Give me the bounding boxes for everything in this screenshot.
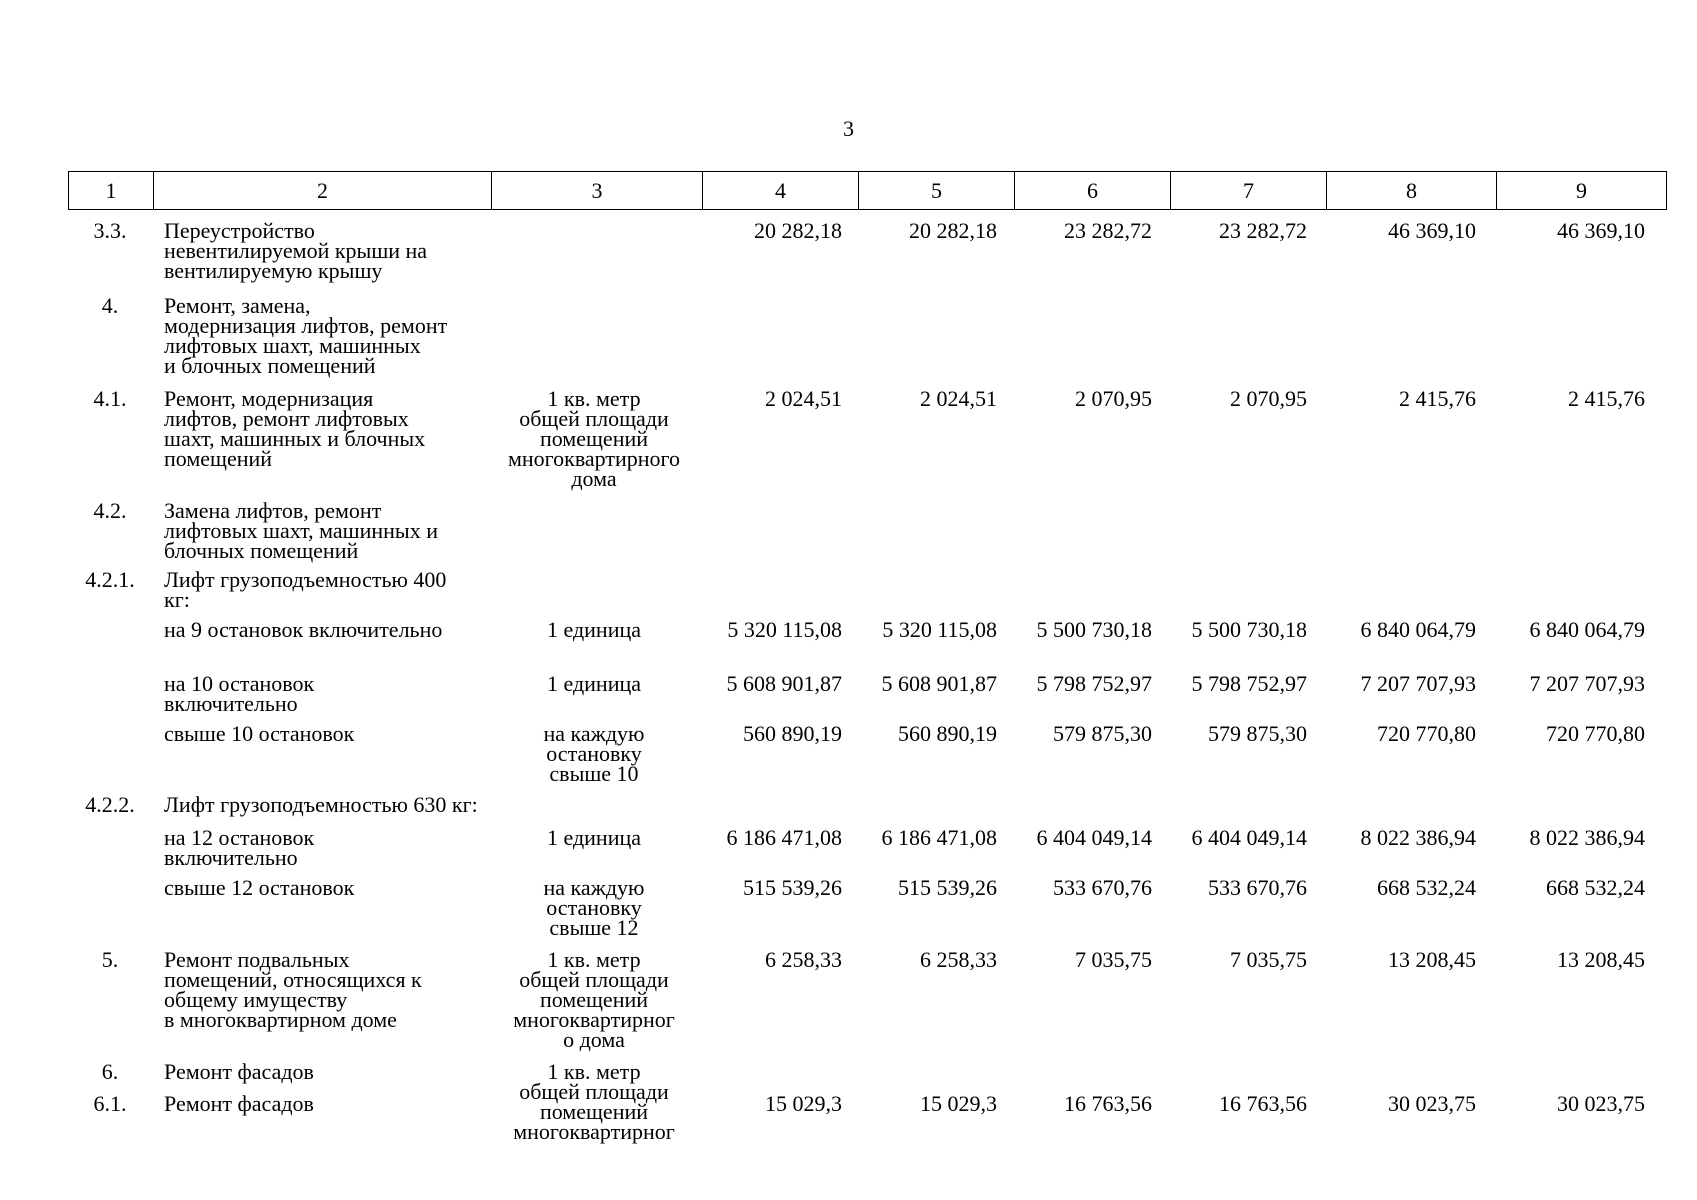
value-col-4: 515 539,26 (743, 875, 842, 900)
work-description: Ремонт подвальных помещений, относящихся к общему имуществу в многоквартирном доме (164, 947, 422, 1032)
row-number: 5. (101, 947, 119, 972)
table-row (68, 1091, 1654, 1116)
row-number: 6.1. (93, 1091, 127, 1116)
value-col-9: 13 208,45 (1557, 947, 1645, 972)
table-row (68, 947, 1654, 1052)
table-row (68, 825, 1654, 870)
value-col-7: 2 070,95 (1230, 386, 1307, 411)
value-col-7: 5 500 730,18 (1191, 617, 1307, 642)
header-col-6: 6 (1015, 172, 1171, 210)
value-col-9: 8 022 386,94 (1529, 825, 1645, 850)
work-description: Ремонт, модернизация лифтов, ремонт лифтовых шахт, машинных и блочных помещений (164, 386, 426, 471)
work-description: на 12 остановок включительно (164, 825, 315, 870)
value-col-8: 668 532,24 (1377, 875, 1476, 900)
unit-of-measure: 1 единица (546, 825, 642, 850)
value-col-5: 6 186 471,08 (881, 825, 997, 850)
value-col-6: 5 798 752,97 (1036, 671, 1152, 696)
value-col-7: 533 670,76 (1208, 875, 1307, 900)
work-description: Ремонт, замена, модернизация лифтов, ремонт лифтовых шахт, машинных и блочных помещений (164, 293, 448, 378)
work-description: на 10 остановок включительно (164, 671, 315, 716)
unit-of-measure: 1 кв. метр общей площади помещений многоквартирного дома (507, 386, 681, 491)
row-number: 4. (101, 293, 119, 318)
header-col-4: 4 (703, 172, 859, 210)
table-row (68, 293, 1654, 378)
value-col-9: 720 770,80 (1546, 721, 1645, 746)
table-row (68, 875, 1654, 940)
unit-of-measure: 1 единица (546, 671, 642, 696)
value-col-9: 46 369,10 (1557, 218, 1645, 243)
table-row (68, 386, 1654, 491)
row-number: 4.2.1. (85, 567, 135, 592)
value-col-6: 5 500 730,18 (1036, 617, 1152, 642)
value-col-5: 5 608 901,87 (881, 671, 997, 696)
value-col-6: 23 282,72 (1064, 218, 1152, 243)
work-description: на 9 остановок включительно (164, 617, 443, 642)
header-col-2: 2 (154, 172, 492, 210)
header-col-3: 3 (492, 172, 703, 210)
work-description: Замена лифтов, ремонт лифтовых шахт, машинных и блочных помещений (164, 498, 438, 563)
value-col-7: 7 035,75 (1230, 947, 1307, 972)
value-col-8: 720 770,80 (1377, 721, 1476, 746)
value-col-7: 579 875,30 (1208, 721, 1307, 746)
value-col-9: 6 840 064,79 (1529, 617, 1645, 642)
row-number: 4.1. (93, 386, 127, 411)
header-col-1: 1 (69, 172, 154, 210)
value-col-6: 579 875,30 (1053, 721, 1152, 746)
unit-of-measure: на каждую остановку свыше 12 (543, 875, 645, 940)
unit-of-measure: 1 единица (546, 617, 642, 642)
value-col-8: 13 208,45 (1388, 947, 1476, 972)
value-col-4: 6 186 471,08 (726, 825, 842, 850)
row-number: 6. (101, 1059, 119, 1084)
value-col-7: 5 798 752,97 (1191, 671, 1307, 696)
value-col-9: 7 207 707,93 (1529, 671, 1645, 696)
value-col-5: 2 024,51 (920, 386, 997, 411)
work-description: Лифт грузоподъемностью 400 кг: (164, 567, 447, 612)
work-description: Ремонт фасадов (164, 1091, 314, 1116)
page-number: 3 (843, 116, 854, 141)
value-col-7: 23 282,72 (1219, 218, 1307, 243)
unit-of-measure: 1 кв. метр общей площади помещений многоквартирног о дома (513, 947, 675, 1052)
value-col-8: 30 023,75 (1388, 1091, 1476, 1116)
value-col-5: 6 258,33 (920, 947, 997, 972)
row-number: 4.2. (93, 498, 127, 523)
value-col-8: 8 022 386,94 (1360, 825, 1476, 850)
table-row (68, 617, 1654, 642)
value-col-5: 515 539,26 (898, 875, 997, 900)
table-row (68, 721, 1654, 786)
work-description: Ремонт фасадов (164, 1059, 314, 1084)
value-col-4: 15 029,3 (765, 1091, 842, 1116)
unit-of-measure: на каждую остановку свыше 10 (543, 721, 645, 786)
header-col-7: 7 (1171, 172, 1327, 210)
work-description: свыше 12 остановок (164, 875, 355, 900)
value-col-6: 6 404 049,14 (1036, 825, 1152, 850)
value-col-9: 668 532,24 (1546, 875, 1645, 900)
value-col-8: 46 369,10 (1388, 218, 1476, 243)
value-col-4: 20 282,18 (754, 218, 842, 243)
value-col-5: 5 320 115,08 (882, 617, 997, 642)
value-col-6: 16 763,56 (1064, 1091, 1152, 1116)
value-col-4: 5 608 901,87 (726, 671, 842, 696)
header-col-9: 9 (1497, 172, 1667, 210)
value-col-6: 533 670,76 (1053, 875, 1152, 900)
work-description: свыше 10 остановок (164, 721, 355, 746)
header-col-8: 8 (1327, 172, 1497, 210)
column-number-header (68, 171, 1667, 210)
table-row (68, 498, 1654, 563)
value-col-6: 2 070,95 (1075, 386, 1152, 411)
row-number: 3.3. (93, 218, 127, 243)
table-row (68, 567, 1654, 612)
value-col-6: 7 035,75 (1075, 947, 1152, 972)
value-col-4: 6 258,33 (765, 947, 842, 972)
value-col-4: 560 890,19 (743, 721, 842, 746)
value-col-9: 30 023,75 (1557, 1091, 1645, 1116)
value-col-8: 2 415,76 (1399, 386, 1476, 411)
value-col-8: 6 840 064,79 (1360, 617, 1476, 642)
table-row (68, 218, 1654, 283)
value-col-4: 2 024,51 (765, 386, 842, 411)
header-col-5: 5 (859, 172, 1015, 210)
value-col-5: 20 282,18 (909, 218, 997, 243)
value-col-7: 6 404 049,14 (1191, 825, 1307, 850)
value-col-8: 7 207 707,93 (1360, 671, 1476, 696)
value-col-7: 16 763,56 (1219, 1091, 1307, 1116)
table-row (68, 792, 1654, 817)
unit-of-measure: 1 кв. метр общей площади помещений многоквартирног (513, 1059, 675, 1144)
value-col-5: 560 890,19 (898, 721, 997, 746)
value-col-5: 15 029,3 (920, 1091, 997, 1116)
value-col-9: 2 415,76 (1568, 386, 1645, 411)
table-row (68, 671, 1654, 716)
value-col-4: 5 320 115,08 (727, 617, 842, 642)
work-description: Переустройство невентилируемой крыши на вентилируемую крышу (164, 218, 428, 283)
work-description: Лифт грузоподъемностью 630 кг: (164, 792, 478, 817)
row-number: 4.2.2. (85, 792, 135, 817)
